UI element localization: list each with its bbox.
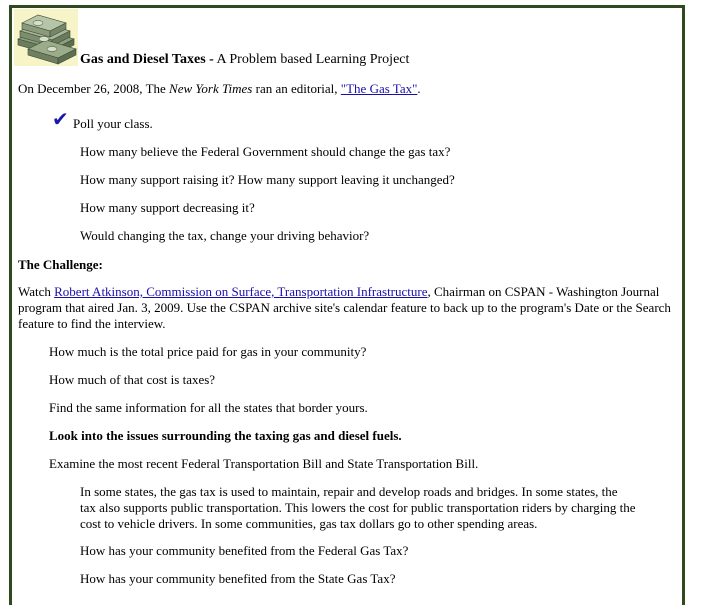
watch-prefix: Watch (18, 284, 51, 299)
watch-paragraph (18, 284, 686, 332)
watch-rest: , Chairman on CSPAN - Washington Journal program that aired Jan. 3, 2009. Use the CSPAN archive site's calendar feature to back up to the program's Date or the Search feature to find the interview. (18, 284, 671, 331)
intro-suffix: . (417, 81, 421, 96)
challenge-question: How much of that cost is taxes? (49, 372, 216, 387)
benefit-question: How has your community benefited from the State Gas Tax? (80, 571, 396, 586)
gas-tax-editorial-link[interactable]: "The Gas Tax" (340, 81, 418, 96)
states-paragraph: In some states, the gas tax is used to maintain, repair and develop roads and bridges. In some states, the tax also supports public transportation. This lowers the cost for public transportation riders by charging the cost to vehicle drivers. In some communities, gas tax dollars go to other spending areas. (80, 484, 636, 531)
intro-publication: New York Times (169, 81, 253, 96)
intro-prefix: On December 26, 2008, The (18, 81, 166, 96)
money-stack-logo (14, 9, 78, 66)
challenge-question: How much is the total price paid for gas in your community? (49, 344, 367, 359)
poll-question: How many believe the Federal Government should change the gas tax? (80, 144, 451, 159)
poll-heading: Poll your class. (73, 116, 153, 131)
checkmark-icon: ✔ (52, 109, 69, 131)
poll-question: How many support raising it? How many support leaving it unchanged? (80, 172, 455, 187)
robert-atkinson-link[interactable]: Robert Atkinson, Commission on Surface, Transportation Infrastructure (54, 284, 428, 299)
challenge-question: Find the same information for all the states that border yours. (49, 400, 368, 415)
page-title (80, 52, 409, 68)
poll-question: How many support decreasing it? (80, 200, 255, 215)
examine-statement: Examine the most recent Federal Transportation Bill and State Transportation Bill. (49, 456, 479, 471)
poll-question: Would changing the tax, change your driving behavior? (80, 228, 370, 243)
title-rest: A Problem based Learning Project (216, 52, 410, 67)
intro-middle: ran an editorial, (255, 81, 338, 96)
title-bold: Gas and Diesel Taxes - (80, 52, 214, 67)
challenge-heading: The Challenge: (18, 257, 103, 272)
intro-line (18, 81, 421, 97)
issues-statement: Look into the issues surrounding the taxing gas and diesel fuels. (49, 428, 402, 443)
benefit-question: How has your community benefited from the Federal Gas Tax? (80, 543, 409, 558)
